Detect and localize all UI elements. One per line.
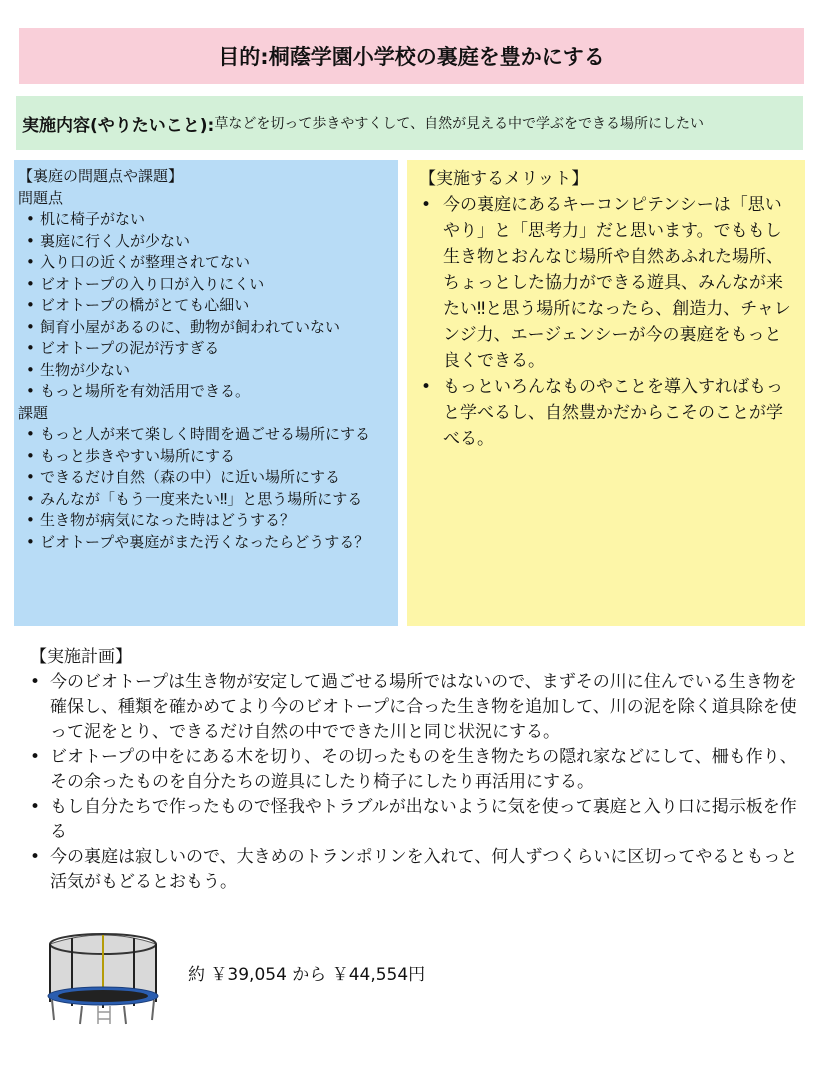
list-item: • 生物が少ない [18, 360, 394, 382]
list-item: • 飼育小屋があるのに、動物が飼われていない [18, 317, 394, 339]
list-item: • ビオトープの入り口が入りにくい [18, 274, 394, 296]
problems-label: 問題点 [18, 188, 64, 207]
list-item: • できるだけ自然（森の中）に近い場所にする [18, 467, 394, 489]
list-item: • 生き物が病気になった時はどうする？ [18, 510, 394, 532]
list-item: • もっと人が来て楽しく時間を過ごせる場所にする [18, 424, 394, 446]
merits-heading: 【実施するメリット】 [419, 169, 589, 189]
list-item: • 今のビオトープは生き物が安定して過ごせる場所ではないので、まずその川に住んでいる生き物を確保し、種類を確かめてより今のビオトープに合った生き物を追加して、川の泥を除く道具除を使って泥をとり、できるだけ自然の中でできた川と同じ状況にする。 [30, 670, 800, 745]
plan-heading: 【実施計画】 [30, 647, 132, 667]
list-item: • 裏庭に行く人が少ない [18, 231, 394, 253]
list-item: • 今の裏庭にあるキーコンピテンシーは「思いやり」と「思考力」だと思います。でももし生き物とおんなじ場所や自然あふれた場所、ちょっとした協力ができる遊具、みんなが来たい‼と思う場所になったら、創造力、チャレンジ力、エージェンシーが今の裏庭をもっと良くできる。 [419, 192, 795, 374]
issues-panel [14, 160, 398, 626]
list-item: • ビオトープの泥が汚すぎる [18, 338, 394, 360]
merits-panel [407, 160, 805, 626]
tasks-label: 課題 [18, 403, 49, 422]
list-item: • ビオトープの中をにある木を切り、その切ったものを生き物たちの隠れ家などにして、柵も作り、その余ったものを自分たちの遊具にしたり椅子にしたり再活用にする。 [30, 745, 800, 795]
merits-list [419, 192, 795, 452]
list-item: • みんなが「もう一度来たい‼」と思う場所にする [18, 489, 394, 511]
list-item: • もっといろんなものやことを導入すればもっと学べるし、自然豊かだからこそのことが学べる。 [419, 374, 795, 452]
list-item: • もし自分たちで作ったもので怪我やトラブルが出ないように気を使って裏庭と入り口に掲示板を作る [30, 795, 800, 845]
page-title [19, 28, 804, 84]
plan-list [30, 670, 800, 895]
trampoline-image [42, 924, 164, 1026]
list-item: • 机に椅子がない [18, 209, 394, 231]
price-text: 約 ￥39,054 から ￥44,554円 [188, 965, 426, 985]
list-item: • 今の裏庭は寂しいので、大きめのトランポリンを入れて、何人ずつくらいに区切ってやるともっと活気がもどるとおもう。 [30, 845, 800, 895]
tasks-list [18, 424, 394, 553]
implementation-content [16, 96, 803, 150]
issues-heading: 【裏庭の問題点や課題】 [18, 167, 184, 185]
list-item: • もっと場所を有効活用できる。 [18, 381, 394, 403]
plan-section [30, 645, 800, 895]
list-item: • ビオトープや裏庭がまた汚くなったらどうする？ [18, 532, 394, 554]
problems-list [18, 209, 394, 403]
content-label: 実施内容(やりたいこと): [22, 115, 215, 136]
list-item: • 入り口の近くが整理されてない [18, 252, 394, 274]
list-item: • もっと歩きやすい場所にする [18, 446, 394, 468]
list-item: • ビオトープの橋がとても心細い [18, 295, 394, 317]
content-text: 草などを切って歩きやすくして、自然が見える中で学ぶをできる場所にしたい [214, 116, 705, 132]
page-title-text: 目的:桐蔭学園小学校の裏庭を豊かにする [218, 45, 605, 69]
